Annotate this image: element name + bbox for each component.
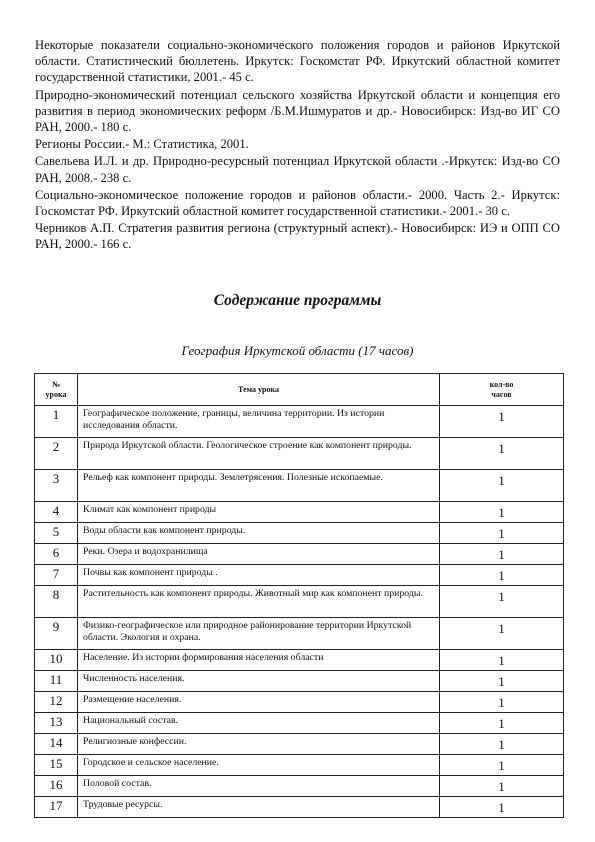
lesson-topic: Природа Иркутской области. Геологическое строение как компонент природы. [78, 438, 440, 470]
reference-item: Некоторые показатели социально-экономического положения городов и районов Иркутской области. Статистический бюллетень. Иркутск: Госкомстат РФ. Иркутский областной комитет государственной статистики, 2001.- 45 с. [35, 38, 560, 85]
lesson-hours: 1 [440, 797, 564, 818]
section-title: География Иркутской области (17 часов) [181, 343, 414, 358]
lesson-topic: Воды области как компонент природы. [78, 523, 440, 544]
lesson-topic: Городское и сельское население. [78, 755, 440, 776]
header-hours-text: кол-во часов [489, 379, 514, 399]
header-lesson-number [35, 374, 78, 406]
header-lesson-number-text: № урока [45, 379, 67, 399]
lesson-topic: Половой состав. [78, 776, 440, 797]
table-row [35, 544, 564, 565]
table-row [35, 650, 564, 671]
lesson-hours: 1 [440, 470, 564, 502]
lesson-number: 16 [35, 776, 78, 797]
table-row [35, 671, 564, 692]
lesson-topic: Климат как компонент природы [78, 502, 440, 523]
lesson-topic: Физико-географическое или природное районирование территории Иркутской области. Экология и охрана. [78, 618, 440, 650]
lesson-hours: 1 [440, 523, 564, 544]
lesson-hours: 1 [440, 618, 564, 650]
lesson-hours: 1 [440, 438, 564, 470]
table-row [35, 502, 564, 523]
lesson-number: 9 [35, 618, 78, 650]
lesson-number: 6 [35, 544, 78, 565]
lesson-number: 3 [35, 470, 78, 502]
lesson-number: 10 [35, 650, 78, 671]
lesson-hours: 1 [440, 692, 564, 713]
table-header-row [35, 374, 564, 406]
reference-item: Савельева И.Л. и др. Природно-ресурсный потенциал Иркутской области .-Иркутск: Изд-во СО РАН, 2008.- 238 с. [35, 154, 560, 185]
table-row [35, 692, 564, 713]
lesson-topic: Размещение населения. [78, 692, 440, 713]
lesson-number: 13 [35, 713, 78, 734]
lesson-hours: 1 [440, 586, 564, 618]
table-row [35, 523, 564, 544]
lesson-topic: Реки. Озера и водохранилища [78, 544, 440, 565]
header-lesson-topic [78, 374, 440, 406]
lesson-topic: Почвы как компонент природы . [78, 565, 440, 586]
lesson-topic: Численность населения. [78, 671, 440, 692]
lesson-topic: Население. Из истории формирования населения области [78, 650, 440, 671]
lesson-hours: 1 [440, 713, 564, 734]
lesson-number: 2 [35, 438, 78, 470]
lesson-topic: Национальный состав. [78, 713, 440, 734]
lesson-topic: Рельеф как компонент природы. Землетрясения. Полезные ископаемые. [78, 470, 440, 502]
table-row [35, 438, 564, 470]
header-hours [440, 374, 564, 406]
lesson-topic: Географическое положение, границы, величина территории. Из истории исследования области. [78, 406, 440, 438]
lesson-hours: 1 [440, 671, 564, 692]
lesson-hours: 1 [440, 755, 564, 776]
lesson-number: 4 [35, 502, 78, 523]
lesson-number: 15 [35, 755, 78, 776]
table-row [35, 713, 564, 734]
lesson-hours: 1 [440, 406, 564, 438]
reference-item: Регионы России.- М.: Статистика, 2001. [35, 137, 249, 152]
table-row [35, 618, 564, 650]
lesson-hours: 1 [440, 565, 564, 586]
lesson-topic: Растительность как компонент природы. Животный мир как компонент природы. [78, 586, 440, 618]
lesson-hours: 1 [440, 544, 564, 565]
lesson-number: 14 [35, 734, 78, 755]
lesson-topic: Религиозные конфессии. [78, 734, 440, 755]
header-lesson-topic-text: Тема урока [238, 384, 279, 394]
table-row [35, 734, 564, 755]
reference-list [35, 37, 560, 254]
lesson-number: 5 [35, 523, 78, 544]
lesson-hours: 1 [440, 734, 564, 755]
table-row [35, 776, 564, 797]
table-row [35, 406, 564, 438]
lesson-number: 1 [35, 406, 78, 438]
reference-item: Природно-экономический потенциал сельского хозяйства Иркутской области и концепция его развития в период экономических реформ /Б.М.Ишмуратов и др.- Новосибирск: Изд-во ИГ СО РАН, 2000.- 180 с. [35, 87, 560, 135]
lesson-number: 7 [35, 565, 78, 586]
lessons-table [34, 373, 564, 818]
lesson-number: 8 [35, 586, 78, 618]
table-row [35, 565, 564, 586]
table-row [35, 755, 564, 776]
lesson-number: 11 [35, 671, 78, 692]
table-row [35, 797, 564, 818]
reference-item: Социально-экономическое положение городов и районов области.- 2000. Часть 2.- Иркутск: Госкомстат РФ. Иркутский областной комитет государственной статистики.- 2001.- 30 с. [35, 187, 560, 219]
lesson-topic: Трудовые ресурсы. [78, 797, 440, 818]
lesson-hours: 1 [440, 502, 564, 523]
lesson-hours: 1 [440, 776, 564, 797]
reference-item: Черников А.П. Стратегия развития региона (структурный аспект).- Новосибирск: ИЭ и ОПП СО РАН, 2000.- 166 с. [35, 221, 560, 252]
lesson-number: 17 [35, 797, 78, 818]
table-row [35, 470, 564, 502]
lesson-hours: 1 [440, 650, 564, 671]
table-row [35, 586, 564, 618]
lesson-number: 12 [35, 692, 78, 713]
program-title: Содержание программы [213, 292, 382, 309]
